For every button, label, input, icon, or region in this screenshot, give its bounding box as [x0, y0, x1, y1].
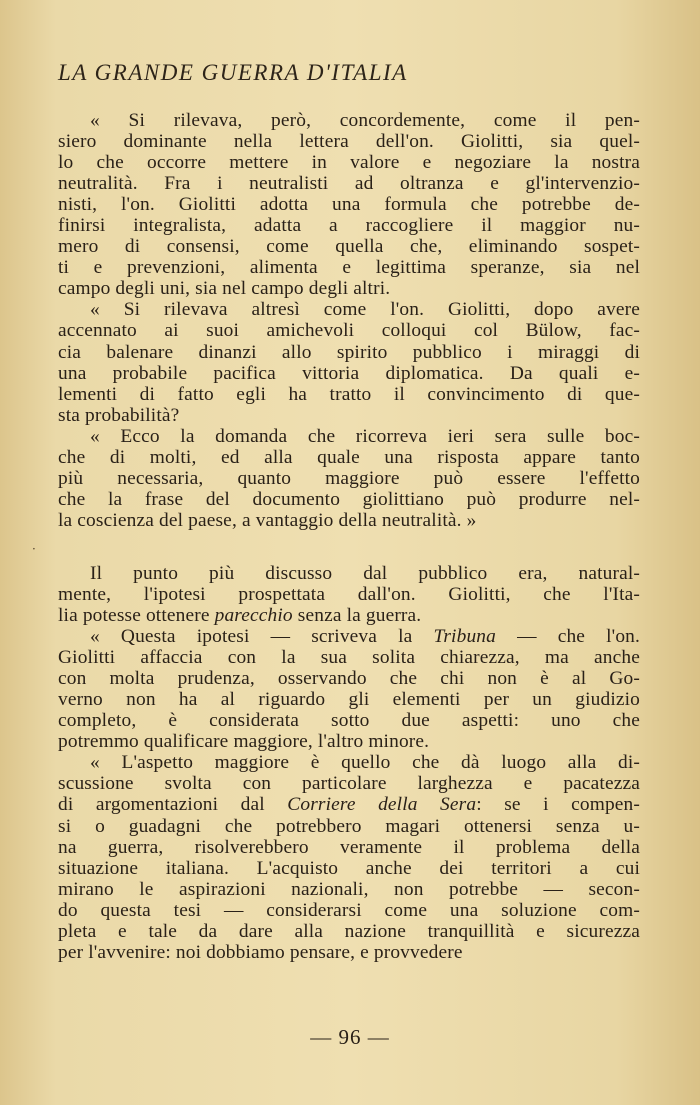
- text-line: [58, 689, 640, 710]
- text-run: lia potesse ottenere: [58, 605, 215, 627]
- text-run: che la frase del documento giolittiano può produrre nel-: [58, 488, 640, 510]
- text-run: campo degli uni, sia nel campo degli altri.: [58, 278, 391, 300]
- italic-title: Corriere della Sera: [287, 794, 477, 816]
- text-line: [58, 942, 640, 963]
- text-line: [58, 236, 640, 257]
- paragraph: [58, 752, 640, 962]
- text-run: do questa tesi — considerarsi come una soluzione com-: [58, 899, 640, 921]
- text-line: [58, 131, 640, 152]
- text-run: pleta e tale da dare alla nazione tranquillità e sicurezza: [58, 920, 640, 942]
- text-run: — che l'on.: [495, 626, 641, 648]
- text-run: finirsi integralista, adatta a raccogliere il maggior nu-: [58, 215, 640, 237]
- text-line: [58, 278, 640, 299]
- paragraph: [58, 299, 640, 425]
- text-line: [58, 668, 640, 689]
- text-run: una probabile pacifica vittoria diplomatica. Da quali e-: [58, 362, 640, 384]
- text-run: lo che occorre mettere in valore e negoziare la nostra: [58, 152, 640, 174]
- text-run: potremmo qualificare maggiore, l'altro minore.: [58, 731, 430, 753]
- text-line: [58, 468, 640, 489]
- text-run: neutralità. Fra i neutralisti ad oltranza e gl'intervenzio-: [58, 173, 640, 195]
- text-line: [58, 773, 640, 794]
- paragraph: [58, 626, 640, 752]
- text-run: « Si rilevava, però, concordemente, come il pen-: [90, 110, 640, 131]
- text-line: [58, 837, 640, 858]
- text-line: [58, 489, 640, 510]
- text-line: [58, 900, 640, 921]
- text-line: [58, 879, 640, 900]
- text-line: [58, 342, 640, 363]
- text-line: [58, 299, 640, 320]
- text-run: con molta prudenza, osservando che chi non è al Go-: [58, 668, 640, 690]
- text-line: [58, 384, 640, 405]
- text-line: [58, 257, 640, 278]
- text-run: na guerra, risolverebbero veramente il problema della: [58, 836, 640, 858]
- text-run: mero di consensi, come quella che, eliminando sospet-: [58, 236, 640, 258]
- text-run: nisti, l'on. Giolitti adotta una formula che potrebbe de-: [58, 194, 640, 216]
- text-line: [58, 194, 640, 215]
- text-run: « L'aspetto maggiore è quello che dà luogo alla di-: [90, 752, 640, 774]
- text-run: si o guadagni che potrebbero magari ottenersi senza u-: [58, 815, 640, 837]
- paragraph: [58, 110, 640, 299]
- text-line: [58, 426, 640, 447]
- text-line: [58, 584, 640, 605]
- text-run: per l'avvenire: noi dobbiamo pensare, e provvedere: [58, 941, 463, 963]
- text-run: più necessaria, quanto maggiore può essere l'effetto: [58, 467, 640, 489]
- text-run: accennato ai suoi amichevoli colloqui col Bülow, fac-: [58, 320, 640, 342]
- text-run: Il punto più discusso dal pubblico era, natural-: [90, 562, 640, 584]
- text-run: « Questa ipotesi — scriveva la: [90, 626, 434, 648]
- text-line: [58, 215, 640, 236]
- text-run: « Si rilevava altresì come l'on. Giolitti, dopo avere: [90, 299, 640, 321]
- text-line: [58, 363, 640, 384]
- text-line: [58, 794, 640, 815]
- text-run: Giolitti affaccia con la sua solita chiarezza, ma anche: [58, 647, 640, 669]
- running-header: LA GRANDE GUERRA D'ITALIA: [58, 60, 408, 85]
- text-line: [58, 710, 640, 731]
- text-run: lementi di fatto egli ha tratto il convincimento di que-: [58, 383, 640, 405]
- section-gap: [58, 531, 640, 563]
- text-line: [58, 626, 640, 647]
- text-line: [58, 320, 640, 341]
- text-run: siero dominante nella lettera dell'on. Giolitti, sia quel-: [58, 131, 640, 153]
- body-text: [58, 110, 640, 963]
- text-run: sta probabilità?: [58, 404, 180, 426]
- text-line: [58, 752, 640, 773]
- text-run: situazione italiana. L'acquisto anche dei territori a cui: [58, 857, 640, 879]
- text-run: senza la guerra.: [292, 605, 422, 627]
- text-line: [58, 447, 640, 468]
- text-run: completo, è considerata sotto due aspetti: uno che: [58, 710, 640, 732]
- text-line: [58, 563, 640, 584]
- text-run: cia balenare dinanzi allo spirito pubblico i miraggi di: [58, 341, 640, 363]
- text-line: [58, 921, 640, 942]
- paragraph: [58, 426, 640, 531]
- text-line: [58, 731, 640, 752]
- text-run: di argomentazioni dal: [58, 794, 288, 816]
- text-line: [58, 605, 640, 626]
- text-line: [58, 647, 640, 668]
- text-run: mente, l'ipotesi prospettata dall'on. Giolitti, che l'Ita-: [58, 583, 640, 605]
- text-line: [58, 858, 640, 879]
- text-run: scussione svolta con particolare larghezza e pacatezza: [58, 773, 640, 795]
- text-run: che di molti, ed alla quale una risposta appare tanto: [58, 446, 640, 468]
- text-line: [58, 510, 640, 531]
- text-run: mirano le aspirazioni nazionali, non potrebbe — secon-: [58, 878, 640, 900]
- text-line: [58, 405, 640, 426]
- text-line: [58, 110, 640, 131]
- paragraph: [58, 563, 640, 626]
- margin-dot: ·: [32, 542, 36, 556]
- text-line: [58, 152, 640, 173]
- text-line: [58, 173, 640, 194]
- text-run: : se i compen-: [476, 794, 640, 816]
- text-run: la coscienza del paese, a vantaggio della neutralità. »: [58, 509, 477, 531]
- text-run: ti e prevenzioni, alimenta e legittima speranze, sia nel: [58, 257, 640, 279]
- text-run: « Ecco la domanda che ricorreva ieri sera sulle boc-: [90, 425, 640, 447]
- text-run: verno non ha al riguardo gli elementi per un giudizio: [58, 689, 640, 711]
- text-line: [58, 816, 640, 837]
- italic-title: Tribuna: [433, 626, 496, 648]
- italic-title: parecchio: [214, 605, 293, 627]
- page-number: — 96 —: [310, 1025, 390, 1049]
